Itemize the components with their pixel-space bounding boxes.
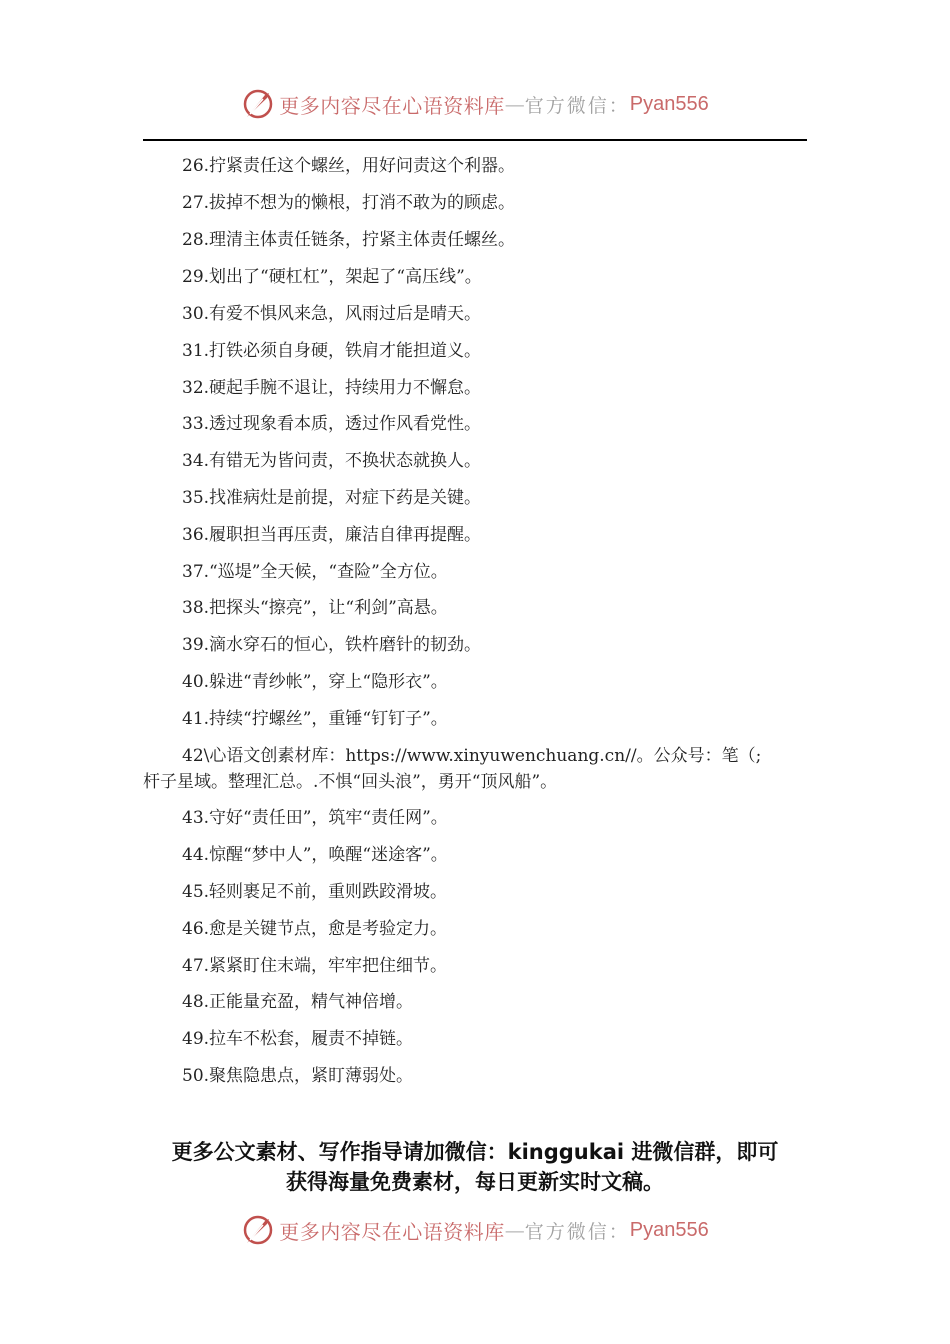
quill-logo-icon <box>241 1213 275 1247</box>
list-item: 38.把探头“擦亮”，让“利剑”高悬。 <box>182 598 448 618</box>
footer-banner <box>0 1210 950 1250</box>
list-item: 26.拧紧责任这个螺丝，用好问责这个利器。 <box>182 156 516 176</box>
list-item: 41.持续“拧螺丝”，重锤“钉钉子”。 <box>182 709 448 729</box>
quill-logo-icon <box>241 87 275 121</box>
list-item: 47.紧紧盯住末端，牢牢把住细节。 <box>182 956 448 976</box>
list-item: 31.打铁必须自身硬，铁肩才能担道义。 <box>182 341 482 361</box>
list-item: 36.履职担当再压责，廉洁自律再提醒。 <box>182 525 482 545</box>
header-divider <box>143 139 807 141</box>
list-item: 40.躲进“青纱帐”，穿上“隐形衣”。 <box>182 672 448 692</box>
banner-dash: — <box>504 92 525 116</box>
list-item: 46.愈是关键节点，愈是考验定力。 <box>182 919 448 939</box>
banner-title: 更多内容尽在心语资料库 <box>279 93 505 118</box>
promo-line2: 获得海量免费素材，每日更新实时文稿。 <box>286 1170 664 1194</box>
list-item: 29.划出了“硬杠杠”，架起了“高压线”。 <box>182 267 482 287</box>
banner-dash: — <box>504 1218 525 1242</box>
banner-wechat-label: 官方微信： <box>524 1220 630 1243</box>
list-item: 32.硬起手腕不退让，持续用力不懈怠。 <box>182 378 482 398</box>
banner-wechat-id: Pyan556 <box>629 92 709 115</box>
list-item: 30.有爱不惧风来急，风雨过后是晴天。 <box>182 304 482 324</box>
list-item: 50.聚焦隐患点，紧盯薄弱处。 <box>182 1066 414 1086</box>
banner-wechat-label: 官方微信： <box>524 94 630 117</box>
list-item: 37.“巡堤”全天候，“查险”全方位。 <box>182 562 448 582</box>
promo-text <box>0 1137 950 1197</box>
list-item: 45.轻则裹足不前，重则跌跤滑坡。 <box>182 882 448 902</box>
banner-title: 更多内容尽在心语资料库 <box>279 1219 505 1244</box>
list-item-42 <box>143 743 807 795</box>
list-item: 34.有错无为皆问责，不换状态就换人。 <box>182 451 482 471</box>
header-banner <box>0 84 950 124</box>
item42-line2: 杆子星域。整理汇总。.不惧“回头浪”，勇开“顶风船”。 <box>143 772 558 792</box>
item42-line1: 42\心语文创素材库：https://www.xinyuwenchuang.cn//。公众号：笔（; <box>182 746 762 766</box>
banner-wechat-id: Pyan556 <box>629 1218 709 1241</box>
promo-line1: 更多公文素材、写作指导请加微信：kinggukai 进微信群，即可 <box>171 1140 779 1164</box>
list-item: 35.找准病灶是前提，对症下药是关键。 <box>182 488 482 508</box>
list-item: 44.惊醒“梦中人”，唤醒“迷途客”。 <box>182 845 448 865</box>
list-item: 43.守好“责任田”，筑牢“责任网”。 <box>182 808 448 828</box>
list-item: 48.正能量充盈，精气神倍增。 <box>182 992 414 1012</box>
list-item: 28.理清主体责任链条，拧紧主体责任螺丝。 <box>182 230 516 250</box>
list-item: 49.拉车不松套，履责不掉链。 <box>182 1029 414 1049</box>
list-item: 33.透过现象看本质，透过作风看党性。 <box>182 414 482 434</box>
list-item: 27.拔掉不想为的懒根，打消不敢为的顾虑。 <box>182 193 516 213</box>
list-item: 39.滴水穿石的恒心，铁杵磨针的韧劲。 <box>182 635 482 655</box>
